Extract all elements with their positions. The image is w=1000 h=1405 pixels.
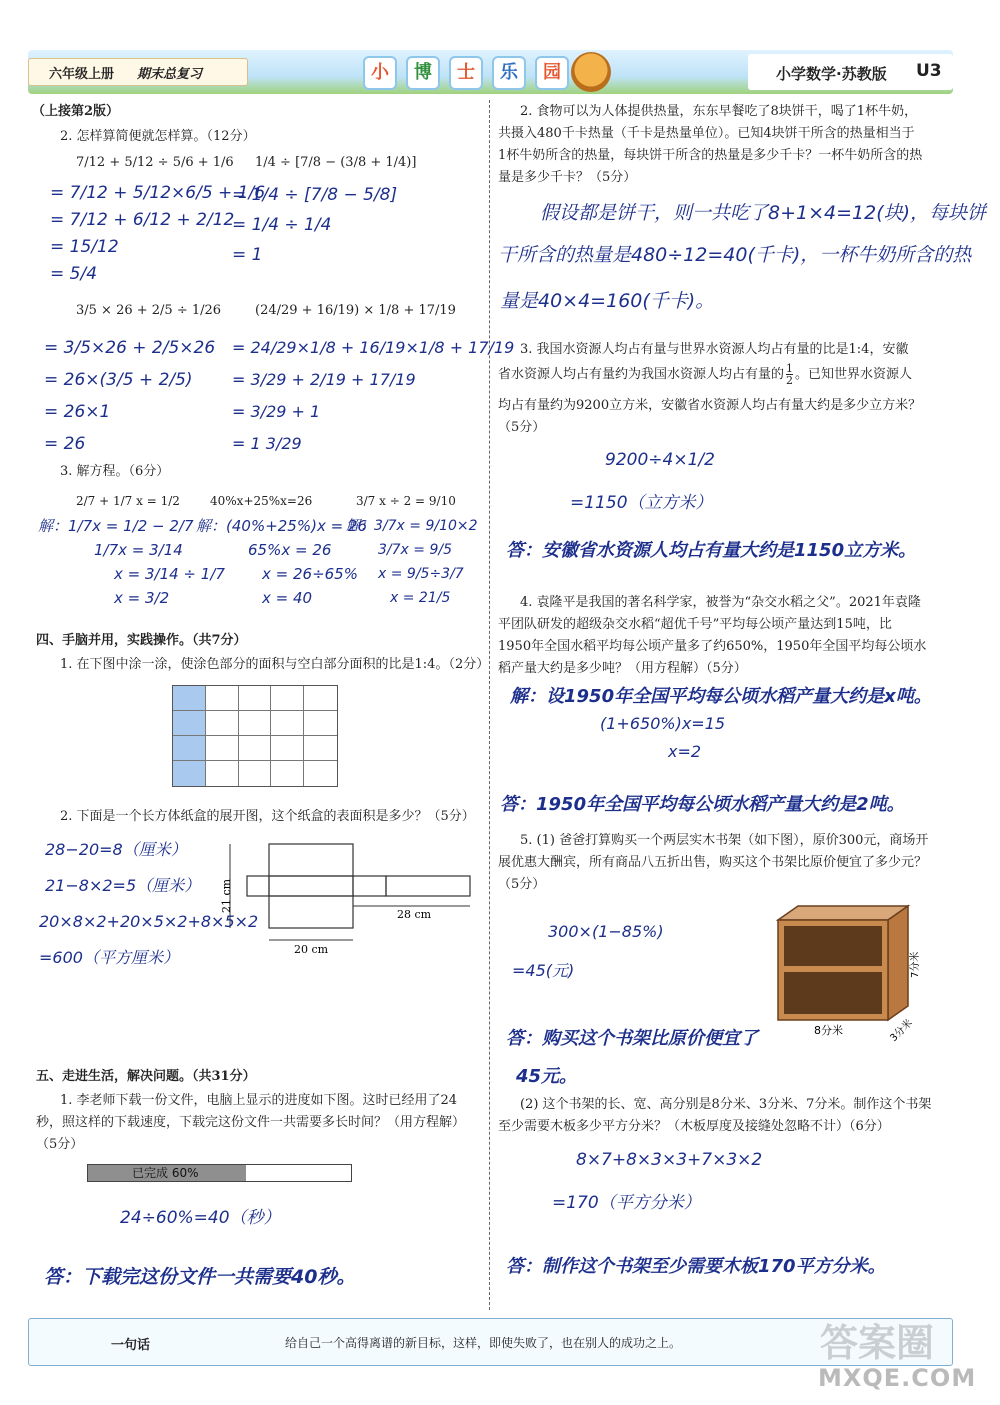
net-face-right: [353, 876, 386, 896]
rq2-answer-1: 假设都是饼干，则一共吃了8+1×4=12(块)，每块饼: [540, 202, 987, 224]
shelf-upper-compartment: [784, 926, 882, 966]
q3b-step-1: 解：(40%+25%)x = 26: [196, 517, 368, 535]
q2d-step-2: = 3/29 + 2/19 + 17/19: [232, 370, 416, 389]
rq5-2-calc-1: 8×7+8×3×3+7×3×2: [576, 1150, 763, 1170]
footer-quote: 给自己一个高得离谱的新目标，这样，即使失败了，也在别人的成功之上。: [285, 1336, 682, 1350]
q3b-work: [196, 514, 367, 610]
q2b-step-2: = 1/4 ÷ 1/4: [232, 215, 332, 235]
rq4-answer: 答：1950年全国平均每公顷水稻产量大约是2吨。: [500, 794, 905, 815]
progress-label: 已完成 60%: [132, 1166, 199, 1180]
grid-cell[interactable]: [271, 736, 304, 761]
rq5-calc-2: =45(元): [512, 961, 575, 980]
header-subject-box: [748, 54, 953, 90]
q3b-step-4: x = 40: [262, 589, 313, 607]
shading-grid[interactable]: [172, 685, 338, 787]
brand-char-4: 乐: [492, 56, 526, 90]
shelf-side: [888, 906, 908, 1020]
rq4-text-c: 1950年全国水稻平均每公顷产量多了约650%，1950年全国平均每公顷水: [498, 639, 927, 654]
grid-cell[interactable]: [271, 711, 304, 736]
q5-1-text-c: （5分）: [36, 1137, 84, 1152]
grid-cell[interactable]: [304, 761, 337, 786]
section-4-title: 四、手脑并用，实践操作。（共7分）: [36, 633, 247, 648]
rq2-answer-3: 量是40×4=160(千卡)。: [500, 290, 715, 312]
rq2-text-b: 共摄入480千卡热量（千卡是热量单位）。已知4块饼干所含的热量相当于: [498, 126, 915, 141]
rq3-fraction-numerator: 1: [786, 362, 794, 375]
q3b-problem: 40%x+25%x=26: [210, 494, 313, 508]
watermark-url: MXQE.COM: [818, 1364, 977, 1392]
grid-cell[interactable]: [304, 736, 337, 761]
rq2-text-c: 1杯牛奶所含的热量，每块饼干所含的热量是多少千卡？一杯牛奶所含的热: [498, 148, 923, 163]
grade-label: 六年级上册: [49, 67, 115, 82]
bookshelf-illustration: [768, 900, 948, 1050]
grid-cell[interactable]: [239, 761, 272, 786]
q2c-work: [44, 332, 215, 460]
q4-2-step-1: 28−20=8（厘米）: [45, 840, 187, 859]
q3c-step-2: 3/7x = 9/5: [378, 542, 452, 558]
brand-char-3: 士: [449, 56, 483, 90]
rq3-text-b: [498, 363, 912, 386]
watermark-logo: 答案圈: [820, 1321, 935, 1365]
grid-cell[interactable]: [206, 686, 239, 711]
net-face-back: [386, 876, 470, 896]
net-face-bottom: [269, 896, 353, 928]
subject-label: 小学数学·苏教版: [776, 65, 887, 83]
q4-2-text: 2. 下面是一个长方体纸盒的展开图，这个纸盒的表面积是多少？（5分）: [60, 809, 475, 824]
download-progress-bar: [87, 1164, 352, 1182]
rq5-text-a: 5. (1) 爸爸打算购买一个两层实木书架（如下图），原价300元，商场开: [520, 833, 929, 848]
q3b-step-3: x = 26÷65%: [262, 565, 358, 583]
q3a-step-1: 解：1/7x = 1/2 − 2/7: [38, 517, 194, 535]
q3c-step-3: x = 9/5÷3/7: [378, 566, 464, 582]
q2b-step-1: = 1/4 ÷ [7/8 − 5/8]: [232, 185, 398, 205]
shelf-top: [778, 906, 908, 920]
q2a-step-1: = 7/12 + 5/12×6/5 + 1/6: [50, 183, 266, 203]
shelf-depth-label: 3分米: [888, 1017, 915, 1045]
net-face-left: [247, 876, 269, 896]
q3a-step-3: x = 3/14 ÷ 1/7: [114, 565, 225, 583]
section-5-title: 五、走进生活，解决问题。（共31分）: [36, 1069, 256, 1084]
rq3-fraction-denominator: 2: [786, 374, 794, 387]
rq4-step-2: (1+650%)x=15: [600, 714, 726, 733]
q2b-problem: 1/4 ÷ [7/8 − (3/8 + 1/4)]: [255, 155, 417, 170]
grid-cell[interactable]: [173, 736, 206, 761]
rq5-calc-1: 300×(1−85%): [548, 922, 664, 941]
grid-cell[interactable]: [206, 736, 239, 761]
header-book-info: [28, 58, 248, 86]
rq2-text-d: 量是多少千卡？（5分）: [498, 170, 637, 185]
q2d-step-1: = 24/29×1/8 + 16/19×1/8 + 17/19: [232, 338, 515, 357]
q2b-work: [232, 180, 397, 270]
q2d-step-4: = 1 3/29: [232, 434, 302, 453]
rq4-text-a: 4. 袁隆平是我国的著名科学家，被誉为“杂交水稻之父”。2021年袁隆: [520, 595, 921, 610]
shelf-lower-compartment: [784, 972, 882, 1014]
q3c-step-4: x = 21/5: [390, 590, 451, 606]
grid-cell[interactable]: [271, 761, 304, 786]
grid-cell[interactable]: [239, 686, 272, 711]
rq3-fraction: [786, 363, 793, 386]
q2c-step-2: = 26×(3/5 + 2/5): [44, 370, 193, 390]
rq2-answer-2: 干所含的热量是480÷12=40(千卡)，一杯牛奶所含的热: [498, 244, 972, 266]
q2c-step-3: = 26×1: [44, 402, 111, 422]
rq3-text-c: 均占有量约为9200立方米，安徽省水资源人均占有量大约是多少立方米？: [498, 398, 922, 413]
net-height-label: 21 cm: [220, 878, 233, 914]
rq3-text-a: 3. 我国水资源人均占有量与世界水资源人均占有量的比是1:4，安徽: [520, 342, 909, 357]
q4-2-step-2: 21−8×2=5（厘米）: [45, 876, 201, 895]
q3a-problem: 2/7 + 1/7 x = 1/2: [76, 494, 180, 508]
rq5-text-b: 展优惠大酬宾，所有商品八五折出售，购买这个书架比原价便宜了多少元？: [498, 855, 928, 870]
grid-cell[interactable]: [173, 761, 206, 786]
grid-cell[interactable]: [271, 686, 304, 711]
lion-mascot-icon: [571, 52, 611, 92]
grid-cell[interactable]: [173, 711, 206, 736]
grid-cell[interactable]: [304, 686, 337, 711]
rq3-text-b-pre: 省水资源人均占有量约为我国水资源人均占有量的: [498, 367, 785, 382]
q2c-step-1: = 3/5×26 + 2/5×26: [44, 338, 216, 358]
rq4-text-d: 稻产量大约是多少吨？（用方程解）（5分）: [498, 661, 747, 676]
grid-cell[interactable]: [206, 711, 239, 736]
rq3-text-b-post: 。已知世界水资源人: [795, 367, 913, 382]
grid-cell[interactable]: [206, 761, 239, 786]
net-face-front: [269, 876, 353, 896]
brand-char-2: 博: [406, 56, 440, 90]
grid-cell[interactable]: [239, 711, 272, 736]
rq5-2-calc-2: =170（平方分米）: [552, 1193, 701, 1213]
grid-cell[interactable]: [239, 736, 272, 761]
q5-1-calc: 24÷60%=40（秒）: [120, 1208, 281, 1228]
q3-title: 3. 解方程。（6分）: [60, 464, 170, 479]
grid-cell[interactable]: [173, 686, 206, 711]
rq5-answer-1: 答：购买这个书架比原价便宜了: [506, 1028, 758, 1049]
q2-title: 2. 怎样算简便就怎样算。（12分）: [60, 129, 256, 144]
net-width-label: 28 cm: [396, 908, 432, 921]
q3a-step-2: 1/7x = 3/14: [94, 541, 183, 559]
box-net-diagram: [214, 836, 484, 956]
rq5-2-text-b: 至少需要木板多少平方分米？（木板厚度及接缝处忽略不计）（6分）: [498, 1119, 890, 1134]
q2d-work: [232, 332, 514, 460]
q2d-step-3: = 3/29 + 1: [232, 402, 321, 421]
net-bottom-label: 20 cm: [293, 943, 329, 956]
q3b-step-2: 65%x = 26: [248, 541, 332, 559]
rq2-text-a: 2. 食物可以为人体提供热量，东东早餐吃了8块饼干，喝了1杯牛奶，: [520, 104, 918, 119]
q3a-step-4: x = 3/2: [114, 589, 170, 607]
q5-1-text-a: 1. 李老师下载一份文件，电脑上显示的进度如下图。这时已经用了24: [60, 1093, 458, 1108]
column-divider: [489, 100, 490, 1310]
q2b-step-3: = 1: [232, 245, 263, 265]
q2d-problem: (24/29 + 16/19) × 1/8 + 17/19: [255, 303, 456, 318]
q5-1-answer: 答：下载完这份文件一共需要40秒。: [44, 1266, 356, 1288]
q4-2-step-4: =600（平方厘米）: [39, 948, 179, 967]
rq5-2-text-a: (2) 这个书架的长、宽、高分别是8分米、3分米、7分米。制作这个书架: [520, 1097, 932, 1112]
q2c-step-4: = 26: [44, 434, 86, 454]
q5-1-text-b: 秒，照这样的下载速度，下载完这份文件一共需要多长时间？（用方程解）: [36, 1115, 466, 1130]
footer-label: 一句话: [111, 1338, 151, 1353]
q4-1-text: 1. 在下图中涂一涂，使涂色部分的面积与空白部分面积的比是1:4。（2分）: [60, 657, 490, 672]
q2a-problem: 7/12 + 5/12 ÷ 5/6 + 1/6: [76, 155, 234, 170]
q3c-work: [346, 514, 478, 610]
continued-note: （上接第2版）: [32, 104, 120, 119]
q2a-step-3: = 15/12: [50, 237, 119, 257]
rq3-text-d: （5分）: [498, 420, 546, 435]
rq5-text-c: （5分）: [498, 877, 546, 892]
rq3-calc-2: =1150（立方米）: [570, 493, 713, 513]
net-face-top: [269, 844, 353, 876]
rq4-step-1: 解：设1950年全国平均每公顷水稻产量大约是x吨。: [510, 686, 932, 707]
q2c-problem: 3/5 × 26 + 2/5 ÷ 1/26: [76, 303, 222, 318]
rq5-2-answer: 答：制作这个书架至少需要木板170平方分米。: [506, 1256, 886, 1277]
rq5-answer-2: 45元。: [516, 1066, 578, 1087]
rq3-calc-1: 9200÷4×1/2: [605, 450, 715, 470]
brand-char-1: 小: [363, 56, 397, 90]
shelf-height-label: 7分米: [910, 951, 921, 978]
q2a-step-2: = 7/12 + 6/12 + 2/12: [50, 210, 235, 230]
footer-banner: [28, 1318, 953, 1366]
shelf-width-label: 8分米: [814, 1024, 843, 1037]
rq4-step-3: x=2: [668, 742, 702, 761]
rq3-answer: 答：安徽省水资源人均占有量大约是1150立方米。: [506, 540, 917, 561]
page-number: U3: [916, 61, 942, 81]
review-label: 期末总复习: [137, 67, 203, 82]
q2a-step-4: = 5/4: [50, 264, 98, 284]
q4-2-step-3: 20×8×2+20×5×2+8×5×2: [39, 912, 259, 931]
q3c-step-1: 解：3/7x = 9/10×2: [346, 518, 478, 534]
q3c-problem: 3/7 x ÷ 2 = 9/10: [356, 494, 456, 508]
page-header: [28, 50, 953, 94]
brand-char-5: 园: [535, 56, 569, 90]
rq4-text-b: 平团队研发的超级杂交水稻“超优千号”平均每公顷产量达到15吨，比: [498, 617, 892, 632]
grid-cell[interactable]: [304, 711, 337, 736]
